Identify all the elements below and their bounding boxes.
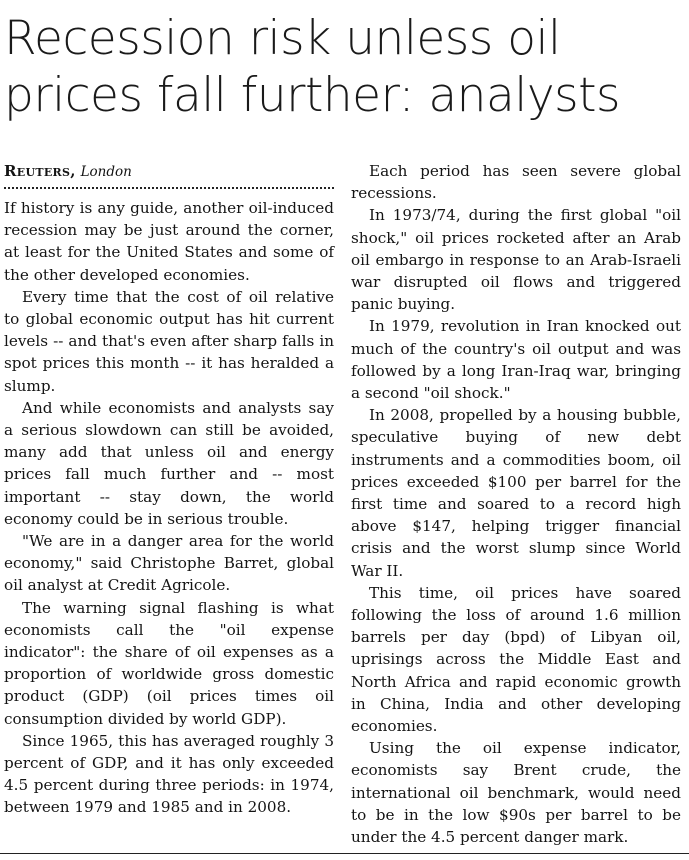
paragraph: Using the oil expense indicator, economists say Brent crude, the international oil benchmark, would need to be in the low $90s per barrel to be under the 4.5 percent danger mark.: [351, 739, 681, 847]
paragraph: And while economists and analysts say a serious slowdown can still be avoided, many add that unless oil and energy prices fall much further and -- most important -- stay down, the world economy could be in serious trouble.: [4, 398, 334, 528]
byline: [4, 160, 334, 183]
paragraph: "We are in a danger area for the world economy," said Christophe Barret, global oil analyst at Credit Agricole.: [4, 532, 334, 595]
paragraph: If history is any guide, another oil-induced recession may be just around the corner, at least for the United States and some of the other developed economies.: [4, 199, 334, 284]
article-column-left: [4, 160, 334, 819]
article-column-right: [351, 160, 681, 848]
byline-city: London: [80, 164, 132, 180]
paragraph: Since 1965, this has averaged roughly 3 percent of GDP, and it has only exceeded 4.5 percent during three periods: in 1974, between 1979 and 1985 and in 2008.: [4, 731, 334, 817]
paragraph: In 1973/74, during the first global "oil shock," oil prices rocketed after an Arab oil embargo in response to an Arab-Israeli war disrupted oil flows and triggered panic buying.: [351, 206, 681, 314]
byline-agency: Reuters,: [4, 162, 76, 180]
paragraph: In 1979, revolution in Iran knocked out much of the country's oil output and was followed by a long Iran-Iraq war, bringing a second "oil shock.": [351, 317, 681, 403]
paragraph: Every time that the cost of oil relative to global economic output has hit current levels -- and that's even after sharp falls in spot prices this month -- it has heralded a slump.: [4, 287, 334, 395]
paragraph: This time, oil prices have soared following the loss of around 1.6 million barrels per day (bpd) of Libyan oil, uprisings across the Middle East and North Africa and rapid economic growth in China, India and other developing economies.: [351, 583, 681, 736]
paragraph: The warning signal flashing is what economists call the "oil expense indicator": the share of oil expenses as a proportion of worldwide gross domestic product (GDP) (oil prices times oil consumption divided by world GDP).: [4, 598, 334, 728]
headline: Recession risk unless oil prices fall further: analysts: [4, 11, 621, 123]
bottom-rule: [0, 853, 689, 854]
paragraph: In 2008, propelled by a housing bubble, speculative buying of new debt instruments and a commodities boom, oil prices exceeded $100 per barrel for the first time and soared to a record high above $147, helping trigger financial crisis and the worst slump since World War II.: [351, 406, 681, 580]
paragraph: Each period has seen severe global recessions.: [351, 162, 681, 203]
dotted-divider: [4, 187, 334, 189]
